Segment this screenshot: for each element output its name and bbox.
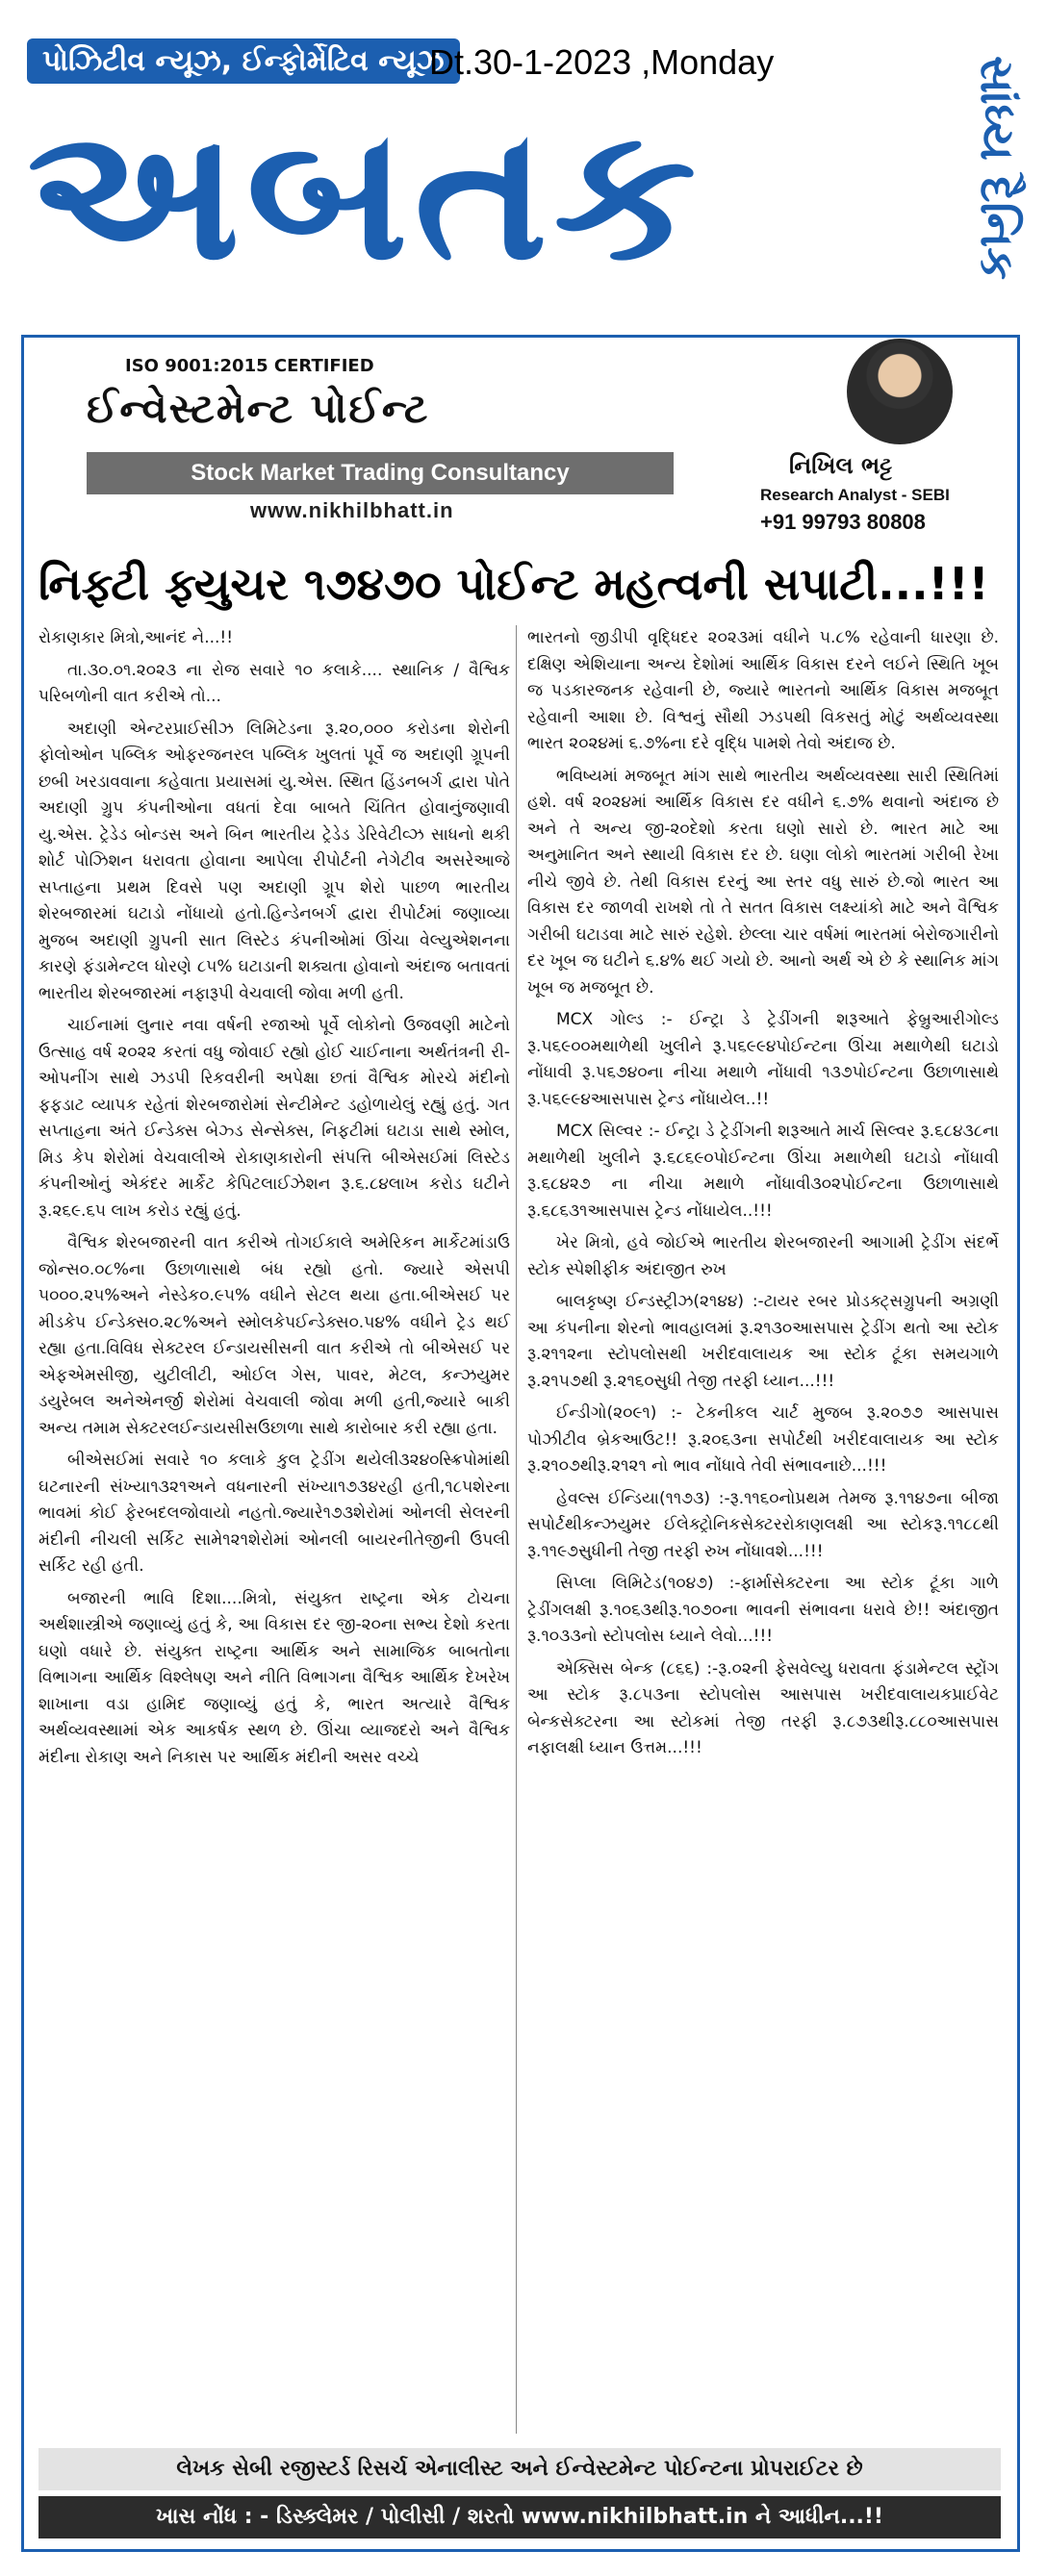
brand-subtitle: Stock Market Trading Consultancy [87, 452, 674, 494]
disclaimer-note: ખાસ નોંધ : - ડિસ્ક્લેમર / પોલીસી / શરતો www.nikhilbhatt.in ને આધીન...!! [38, 2496, 1001, 2538]
paragraph: બજારની ભાવિ દિશા....મિત્રો, સંયુક્ત રાષ્ટ્રના એક ટોચના અર્થશાસ્ત્રીએ જણાવ્યું હતું કે, આ વિકાસ દર જી-૨૦ના સભ્ય દેશો કરતા ઘણો વધારે છે. સંયુક્ત રાષ્ટ્રના આર્થિક અને સામાજિક બાબતોના વિભાગના આર્થિક વિશ્લેષણ અને નીતિ વિભાગના વૈશ્વિક આર્થિક દેખરેખ શાખાના વડા હામિદ જણાવ્યું હતું કે, ભારત અત્યારે વૈશ્વિક અર્થવ્યવસ્થામાં એક આકર્ષક સ્થળ છે. ઊંચા વ્યાજદરો અને વૈશ્વિક મંદીના રોકાણ અને નિકાસ પર આર્થિક મંદીની અસર વચ્ચે [38, 1588, 510, 1767]
column-divider [516, 625, 517, 2434]
paragraph: બીએસઈમાં સવારે ૧૦ કલાકે કુલ ટ્રેડીંગ થયેલી૩૨૪૦સ્ક્રિપોમાંથી ઘટનારની સંખ્યા૧૩૨૧અને વધનારની સંખ્યા૧૭૩૪રહી હતી,૧૮૫શેરના ભાવમાં કોઈ ફેરબદલજોવાયો નહતો.જ્યારે૧૭૩શેરોમાં ઓનલી સેલરની મંદીની નીચલી સર્કિટ સામે૧૨૧શેરોમાં ઓનલી બાયરનીતેજીની ઉપલી સર્કિટ રહી હતી. [38, 1451, 510, 1576]
author-role: Research Analyst - SEBI [760, 486, 950, 504]
stock-tip: સિપ્લા લિમિટેડ(૧૦૪૭) :-ફાર્માસેક્ટરના આ સ્ટોક ટૂંકા ગાળે ટ્રેડીંગલક્ષી રૂ.૧૦૬૩થીરૂ.૧૦૭૦ના ભાવની સંભાવના ધરાવે છે!! અંદાજીત રૂ.૧૦૩૩નો સ્ટોપલોસ ધ્યાને લેવો...!!! [527, 1574, 999, 1646]
mcx-silver-paragraph: MCX સિલ્વર :- ઈન્ટ્રા ડે ટ્રેડીંગની શરૂઆતે માર્ચ સિલ્વર રૂ.૬૮૪૩૮ના મથાળેથી ખુલીને રૂ.૬૮૬૯૦પોઈન્ટના ઊંચા મથાળેથી ઘટાડો નોંધાવી રૂ.૬૮૪૨૭ ના નીચા મથાળે નોંધાવી૩૦૨પોઈન્ટના ઉછાળાસાથે રૂ.૬૮૬૩૧આસપાસ ટ્રેન્ડ નોંધાયેલ..!!! [527, 1122, 999, 1221]
author-phone: +91 99793 80808 [760, 510, 926, 534]
headline: નિફ્ટી ફ્યુચર ૧૭૪૭૦ પોઈન્ટ મહત્વની સપાટી...!!! [38, 558, 989, 610]
brand-url[interactable]: www.nikhilbhatt.in [250, 498, 454, 522]
dateline: Dt.30-1-2023 ,Monday [429, 42, 775, 82]
masthead [17, 17, 1028, 325]
mcx-gold-paragraph: MCX ગોલ્ડ :- ઈન્ટ્રા ડે ટ્રેડીંગની શરૂઆતે ફેબ્રુઆરીગોલ્ડ રૂ.૫૬૯૦૦મથાળેથી ખુલીને રૂ.૫૬૯૯૪પોઈન્ટના ઊંચા મથાળેથી ઘટાડો નોંધાવી રૂ.૫૬૭૪૦ના નીચા મથાળે નોંધાવી ૧૩૭પોઈન્ટના ઉછાળાસાથે રૂ.૫૬૯૯૪આસપાસ ટ્રેન્ડ નોંધાયેલ..!! [527, 1010, 999, 1109]
stock-tip: એક્સિસ બેન્ક (૮૬૬) :-રૂ.૦૨ની ફેસવેલ્યુ ધરાવતા ફંડામેન્ટલ સ્ટ્રોંગ આ સ્ટોક રૂ.૮૫૩ના સ્ટોપલોસ આસપાસ ખરીદવાલાયકપ્રાઈવેટ બેન્કસેક્ટરના આ સ્ટોકમાં તેજી તરફી રૂ.૮૭૩થીરૂ.૮૮૦આસપાસ નફાલક્ષી ધ્યાન ઉત્તમ...!!! [527, 1658, 999, 1757]
paragraph: રોકાણકાર મિત્રો,આનંદ ને...!! [38, 628, 234, 647]
paragraph: અદાણી એન્ટરપ્રાઈસીઝ લિમિટેડના રૂ.૨૦,૦૦૦ કરોડના શેરોની ફોલોઓન પબ્લિક ઓફરજનરલ પબ્લિક ખુલતાં પૂર્વે જ અદાણી ગ્રૂપની છબી ખરડાવવાના કહેવાતા પ્રયાસમાં યુ.એસ. સ્થિત હિંડનબર્ગ દ્વારા પોતે અદાણી ગ્રુપ કંપનીઓના વધતાં દેવા બાબતે ચિંતિત હોવાનુંજણાવી યુ.એસ. ટ્રેડેડ બોન્ડસ અને બિન ભારતીય ટ્રેડેડ ડેરિવેટીવ્ઝ સાધનો થકી શોર્ટ પોઝિશન ધરાવતા હોવાના આપેલા રીપોર્ટની નેગેટીવ અસરેઆજે સપ્તાહના પ્રથમ દિવસે પણ અદાણી ગ્રૂપ શેરો પાછળ ભારતીય શેરબજારમાં ઘટાડો નોંધાયો હતો.હિન્ડેનબર્ગ દ્વારા રીપોર્ટમાં જણાવ્યા મુજબ અદાણી ગ્રુપની સાત લિસ્ટેડ કંપનીઓમાં ઊંચા વેલ્યુએશનના કારણે ફંડામેન્ટલ ધોરણે ૮૫% ઘટાડાની શક્યતા હોવાનો અંદાજ બતાવતાં ભારતીય શેરબજારમાં નફારૂપી વેચવાલી જોવા મળી હતી. [38, 719, 510, 1003]
author-disclosure: લેખક સેબી રજીસ્ટર્ડ રિસર્ચ એનાલીસ્ટ અને ઈન્વેસ્ટમેન્ટ પોઈન્ટના પ્રોપરાઈટર છે [38, 2448, 1001, 2490]
stock-tip: હેવલ્સ ઈન્ડિયા(૧૧૭૩) :-રૂ.૧૧૬૦નોપ્રથમ તેમજ રૂ.૧૧૪૭ના બીજા સપોર્ટથીકન્ઝયુમર ઈલેક્ટ્રોનિકસેક્ટરરોકાણલક્ષી આ સ્ટોકરૂ.૧૧૮૮થી રૂ.૧૧૯૭સુધીની તેજી તરફી રુખ નોંધાવશે...!!! [527, 1488, 999, 1561]
brand-block [87, 346, 722, 522]
paragraph: ખેર મિત્રો, હવે જોઈએ ભારતીય શેરબજારની આગામી ટ્રેડીંગ સંદર્ભે સ્ટોક સ્પેશીફીક અંદાજીત રુખ [527, 1233, 999, 1279]
author-photo [847, 339, 953, 444]
iso-badge: ISO 9001:2015 CERTIFIED [125, 356, 374, 376]
paragraph: તા.૩૦.૦૧.૨૦૨૩ ના રોજ સવારે ૧૦ કલાકે.... સ્થાનિક / વૈશ્વિક પરિબળોની વાત કરીએ તો... [38, 660, 510, 706]
stock-tip: ઈન્ડીગો(૨૦૯૧) :- ટેકનીકલ ચાર્ટ મુજબ રૂ.૨૦૭૭ આસપાસ પોઝીટીવ બ્રેકઆઉટ!! રૂ.૨૦૬૩ના સપોર્ટથી ખરીદવાલાયક આ સ્ટોક રૂ.૨૧૦૭થીરૂ.૨૧૨૧ નો ભાવ નોંધાવે તેવી સંભાવનાછે...!!! [527, 1403, 999, 1476]
paragraph: ચાઈનામાં લુનાર નવા વર્ષની રજાઓ પૂર્વે લોકોનો ઉજવણી માટેનો ઉત્સાહ વર્ષ ૨૦૨૨ કરતાં વધુ જોવાઈ રહ્યો હોઈ ચાઈનાના અર્થતંત્રની રી-ઓપનીંગ સાથે ઝડપી રિકવરીની અપેક્ષા છતાં વૈશ્વિક મોરચે મંદીનો ફફડાટ વ્યાપક રહેતાં શેરબજારોમાં સેન્ટીમેન્ટ ડહોળાયેલું રહ્યું હતું. ગત સપ્તાહના અંતે ઈન્ડેક્સ બેઝ્ડ સેન્સેક્સ, નિફટીમાં ઘટાડા સાથે સ્મોલ, મિડ કેપ શેરોમાં વેચવાલીએ રોકાણકારોની સંપત્તિ બીએસઈમાં લિસ્ટેડ કંપનીઓનું એકંદર માર્કેટ કેપિટલાઈઝેશન રૂ.૬.૮૪લાખ કરોડ ઘટીને રૂ.૨૬૯.૬૫ લાખ કરોડ રહ્યું હતું. [38, 1016, 510, 1221]
article-column-right [527, 625, 999, 1768]
brand-title: ઈન્વેસ્ટમેન્ટ પોઈન્ટ [87, 385, 430, 432]
paragraph: ભારતનો જીડીપી વૃદ્ધિદર ૨૦૨૩માં વધીને ૫.૮% રહેવાની ધારણા છે. દક્ષિણ એશિયાના અન્ય દેશોમાં આર્થિક વિકાસ દરને લઈને સ્થિતિ ખૂબ જ પડકારજનક રહેવાની છે, જ્યારે ભારતનો આર્થિક વિકાસ મજબૂત રહેવાની આશા છે. વિશ્વનું સૌથી ઝડપથી વિકસતું મોટું અર્થવ્યવસ્થા ભારત ૨૦૨૪માં ૬.૭%ના દરે વૃદ્ધિ પામશે તેવો અંદાજ છે. [527, 628, 999, 753]
stock-tip: બાલકૃષ્ણ ઈન્ડસ્ટ્રીઝ(૨૧૪૪) :-ટાયર રબર પ્રોડક્ટ્સગ્રુપની અગ્રણી આ કંપનીના શેરનો ભાવહાલમાં રૂ.૨૧૩૦આસપાસ ટ્રેડીંગ થતો આ સ્ટોક રૂ.૨૧૧૨ના સ્ટોપલોસથી ખરીદવાલાયક આ સ્ટોક ટૂંકા સમયગાળે રૂ.૨૧૫૭થી રૂ.૨૧૬૦સુધી તેજી તરફી ધ્યાન...!!! [527, 1292, 999, 1391]
newspaper-logo: અબતક [27, 88, 702, 301]
paragraph: વૈશ્વિક શેરબજારની વાત કરીએ તોગઈકાલે અમેરિકન માર્કેટમાંડાઉ જોન્સ૦.૦૮%ના ઉછાળાસાથે બંધ રહ્યો હતો. જ્યારે એસપી ૫૦૦૦.૨૫%અને નેસ્ડેક૦.૯૫% વધીને સેટલ થયા હતા.બીએસઈ પર મીડકેપ ઈન્ડેક્સ૦.૨૮%અને સ્મોલકેપઈન્ડેક્સ૦.૫૪% વધીને ટ્રેડ થઈ રહ્યા હતા.વિવિધ સેક્ટરલ ઈન્ડાયસીસની વાત કરીએ તો બીએસઈ પર એફએમસીજી, યુટીલીટી, ઓઈલ ગેસ, પાવર, મેટલ, કન્ઝયુમર ડયુરેબલ અનેએનર્જી શેરોમાં વેચવાલી જોવા મળી હતી,જ્યારે બાકી અન્ય તમામ સેક્ટરલઈન્ડાયસીસઉછાળા સાથે કારોબાર કરી રહ્યા હતા. [38, 1233, 510, 1438]
tagline: પોઝિટીવ ન્યૂઝ, ઈન્ફોર્મેટિવ ન્યૂઝ [27, 38, 460, 84]
author-name: નિખિલ ભટ્ટ [789, 452, 893, 479]
paragraph: ભવિષ્યમાં મજબૂત માંગ સાથે ભારતીય અર્થવ્યવસ્થા સારી સ્થિતિમાં હશે. વર્ષ ૨૦૨૪માં આર્થિક વિકાસ દર વધીને ૬.૭% થવાનો અંદાજ છે અને તે અન્ય જી-૨૦દેશો કરતા ઘણો સારો છે. ભારત માટે આ અનુમાનિત અને સ્થાયી વિકાસ દર છે. ઘણા લોકો ભારતમાં ગરીબી રેખા નીચે જીવે છે. તેથી વિકાસ દરનું આ સ્તર વધુ સારું છે.જો ભારત આ વિકાસ દર જાળવી રાખશે તો તે સતત વિકાસ લક્ષ્યાંકો માટે અને વૈશ્વિક ગરીબી ઘટાડવા માટે સારું રહેશે. છેલ્લા ચાર વર્ષમાં ભારતમાં બેરોજગારીનો દર ખૂબ જ ઘટીને ૬.૪% થઈ ગયો છે. આનો અર્થ એ છે કે સ્થાનિક માંગ ખૂબ જ મજબૂત છે. [527, 766, 999, 998]
newspaper-logo-sub: સાંધ્ય દૈનિક [970, 56, 1024, 280]
article-column-left [38, 625, 510, 1777]
